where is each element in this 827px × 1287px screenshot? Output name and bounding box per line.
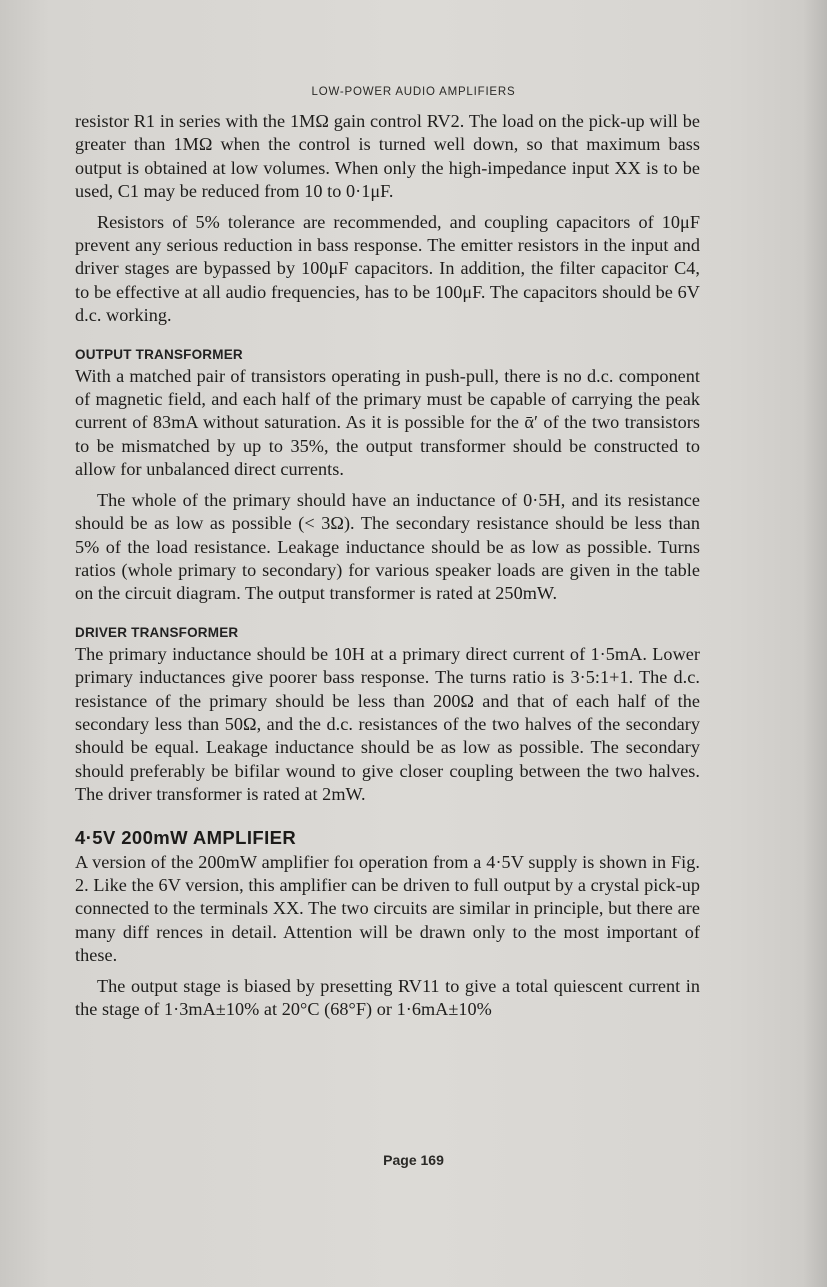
section-heading-output-transformer: OUTPUT TRANSFORMER — [75, 346, 243, 362]
section-heading-driver-transformer: DRIVER TRANSFORMER — [75, 624, 239, 640]
running-head: LOW-POWER AUDIO AMPLIFIERS — [311, 86, 516, 98]
page-body — [75, 110, 700, 1021]
paragraph: Resistors of 5% tolerance are recommended, and coupling capacitors of 10μF prevent any serious reduction in bass response. The emitter resistors in the input and driver stages are bypassed by 100μF capacitors. In addition, the filter capacitor C4, to be effective at all audio frequencies, has to be 100μF. The capacitors should be 6V d.c. working. — [75, 211, 700, 326]
paragraph: The whole of the primary should have an inductance of 0·5H, and its resistance should be as low as possible (< 3Ω). The secondary resistance should be less than 5% of the load resistance. Leakage inductance should be as low as possible. Turns ratios (whole primary to secondary) for various speaker loads are given in the table on the circuit diagram. The output transformer is rated at 250mW. — [75, 489, 700, 604]
paragraph: The output stage is biased by presetting RV11 to give a total quiescent current in the stage of 1·3mA±10% at 20°C (68°F) or 1·6mA±10% — [75, 975, 700, 1019]
page-number: Page 169 — [383, 1152, 444, 1168]
paragraph: With a matched pair of transistors operating in push-pull, there is no d.c. component of magnetic field, and each half of the primary must be capable of carrying the peak current of 83mA without saturation. As it is possible for the ᾱ′ of the two transistors to be mismatched by up to 35%, the output transformer should be constructed to allow for unbalanced direct currents. — [75, 365, 700, 480]
paragraph: A version of the 200mW amplifier foı operation from a 4·5V supply is shown in Fig. 2. Like the 6V version, this amplifier can be driven to full output by a crystal pick-up connected to the terminals XX. The two circuits are similar in principle, but there are many diff rences in detail. Attention will be drawn only to the most important of these. — [75, 851, 700, 966]
paragraph: The primary inductance should be 10H at a primary direct current of 1·5mA. Lower primary inductances give poorer bass response. The turns ratio is 3·5:1+1. The d.c. resistance of the primary should be less than 200Ω and that of each half of the secondary less than 50Ω, and the d.c. resistances of the two halves of the secondary should be equal. Leakage inductance should be as low as possible. The secondary should preferably be bifilar wound to give closer coupling between the two halves. The driver transformer is rated at 2mW. — [75, 643, 700, 805]
paragraph: resistor R1 in series with the 1MΩ gain control RV2. The load on the pick-up will be greater than 1MΩ when the control is turned well down, so that maximum bass output is obtained at low volumes. When only the high-impedance input XX is to be used, C1 may be reduced from 10 to 0·1μF. — [75, 111, 700, 202]
section-heading-amplifier: 4·5V 200mW AMPLIFIER — [75, 826, 297, 848]
